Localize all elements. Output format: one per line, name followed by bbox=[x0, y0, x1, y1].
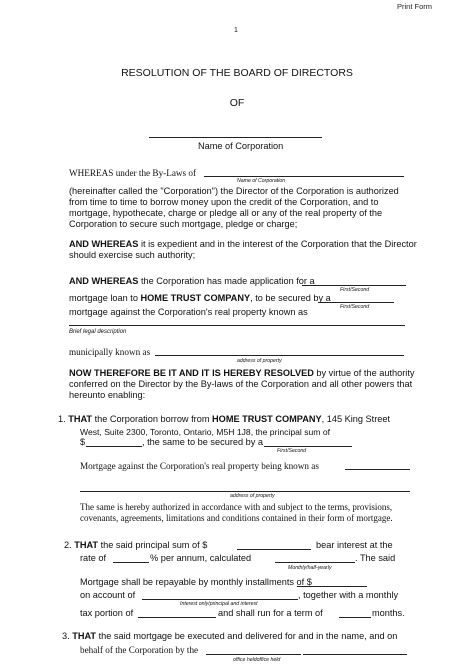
para2-text: it is expedient and in the interest of the Corporation that the Director should exercise such authority; bbox=[69, 239, 417, 260]
legal-description-field[interactable] bbox=[69, 325, 405, 326]
first-second-caption-3: First/Second bbox=[277, 448, 307, 454]
para3-line3: mortgage against the Corporation's real property known as bbox=[69, 307, 308, 317]
office-held-field-2[interactable] bbox=[303, 654, 407, 655]
interest-only-caption: Interest only/principal and interest bbox=[180, 601, 258, 607]
para2-bold: AND WHEREAS bbox=[69, 239, 139, 249]
payment-type-field[interactable] bbox=[142, 599, 298, 600]
para-resolved bbox=[69, 368, 419, 401]
first-second-caption-2: First/Second bbox=[340, 304, 370, 310]
first-second-caption-1: First/Second bbox=[340, 287, 370, 293]
whereas-prefix: WHEREAS under the By-Laws of bbox=[69, 168, 197, 178]
item2-together: , together with a monthly bbox=[298, 590, 399, 600]
item2-bear-interest: bear interest at the bbox=[316, 540, 393, 550]
monthly-half-caption: Monthly/half-yearly bbox=[288, 565, 332, 571]
item1-line1 bbox=[58, 414, 390, 425]
item2-tax-portion: tax portion of bbox=[80, 608, 134, 618]
title-line-1: RESOLUTION OF THE BOARD OF DIRECTORS bbox=[121, 67, 353, 79]
item2-on-account: on account of bbox=[80, 590, 136, 600]
whereas-caption: Name of Corporation bbox=[237, 178, 286, 184]
mortgage-type-field-2[interactable] bbox=[264, 446, 352, 447]
item1-mortgage: Mortgage against the Corporation's real property being known as bbox=[80, 461, 319, 471]
item2-per-annum: % per annum, calculated bbox=[150, 553, 252, 563]
office-held-caption: office heldoffice held bbox=[233, 657, 281, 663]
para3-line2-pre: mortgage loan to bbox=[69, 293, 141, 303]
municipally-label: municipally known as bbox=[69, 347, 151, 357]
interest-rate-field[interactable] bbox=[113, 562, 149, 563]
application-type-field[interactable] bbox=[302, 285, 406, 286]
item2-term-label: and shall run for a term of bbox=[218, 608, 323, 618]
item2-text1: the said principal sum of $ bbox=[98, 540, 208, 550]
item1-text1: the Corporation borrow from bbox=[92, 414, 213, 424]
item2-months: months. bbox=[372, 608, 405, 618]
brief-legal-caption: Brief legal description bbox=[69, 329, 127, 335]
home-trust-2: HOME TRUST COMPANY bbox=[212, 414, 322, 424]
office-held-field-1[interactable] bbox=[206, 654, 301, 655]
para3-line2-post: , to be secured by a bbox=[250, 293, 331, 303]
bylaws-corporation-field[interactable] bbox=[204, 176, 404, 177]
item2-line1 bbox=[64, 540, 207, 551]
name-of-corporation-label: Name of Corporation bbox=[198, 141, 284, 151]
para3-line1 bbox=[69, 276, 315, 287]
item3-text1: the said mortgage be executed and delivered for and in the name, and on bbox=[96, 631, 398, 641]
principal-sum-field-2[interactable] bbox=[237, 549, 311, 550]
item1-dollar: $ bbox=[80, 437, 86, 447]
property-known-field[interactable] bbox=[345, 469, 410, 470]
para-authority: (hereinafter called the "Corporation") the Director of the Corporation is authorized from time to time to borrow money upon the credit of the Corporation, and to mortgage, hypothecate, charge or pledge all or any of the real property of the Corporation to secure such mortgage, pledge or charge; bbox=[69, 186, 399, 229]
item3-line2: behalf of the Corporation by the bbox=[80, 645, 199, 655]
principal-sum-field-1[interactable] bbox=[86, 446, 142, 447]
para3-line2 bbox=[69, 293, 331, 304]
item1-line3: , the same to be secured by a bbox=[142, 437, 264, 447]
mortgage-type-field-1[interactable] bbox=[318, 302, 394, 303]
item1-same-para: The same is hereby authorized in accordance with and subject to the terms, provisions, covenants, agreements, limitations and conditions contained in their form of mortgage. bbox=[80, 502, 393, 523]
item3-that: THAT bbox=[72, 631, 97, 641]
item2-the-said: . The said bbox=[355, 553, 396, 563]
para-expedient bbox=[69, 239, 419, 261]
para3-text: the Corporation has made application for a bbox=[138, 276, 315, 286]
item1-text2: , 145 King Street bbox=[321, 414, 391, 424]
home-trust-1: HOME TRUST COMPANY bbox=[140, 293, 251, 303]
page-number: 1 bbox=[234, 27, 238, 34]
item2-number: 2. bbox=[64, 540, 72, 550]
title-line-2: OF bbox=[229, 97, 245, 109]
resolved-bold: NOW THEREFORE BE IT AND IT IS HEREBY RESOLVED bbox=[69, 368, 314, 378]
corporation-name-field[interactable] bbox=[149, 137, 322, 138]
property-address-field[interactable] bbox=[80, 491, 410, 492]
term-months-field[interactable] bbox=[339, 617, 371, 618]
tax-portion-field[interactable] bbox=[138, 617, 216, 618]
resolved-text: by virtue of the authority conferred on the Director by the By-laws of the Corporation and all other powers that hereunto enabling: bbox=[69, 368, 415, 400]
item1-number: 1. bbox=[58, 414, 66, 424]
print-form-button[interactable]: Print Form bbox=[397, 2, 433, 11]
item2-that: THAT bbox=[74, 540, 99, 550]
address-caption-1: address of property bbox=[237, 358, 282, 364]
item2-rate-label: rate of bbox=[80, 553, 107, 563]
item1-that: THAT bbox=[68, 414, 93, 424]
para3-bold: AND WHEREAS bbox=[69, 276, 139, 286]
item3-line1 bbox=[62, 631, 397, 642]
municipal-address-field[interactable] bbox=[155, 355, 404, 356]
item2-installments: Mortgage shall be repayable by monthly installments of $ bbox=[80, 577, 312, 587]
item1-line2: West, Suite 2300, Toronto, Ontario, M5H 1J8, the principal sum of bbox=[80, 427, 330, 437]
item3-number: 3. bbox=[62, 631, 70, 641]
installment-amount-field[interactable] bbox=[297, 586, 367, 587]
calculation-frequency-field[interactable] bbox=[275, 562, 355, 563]
address-caption-2: address of property bbox=[230, 493, 275, 499]
